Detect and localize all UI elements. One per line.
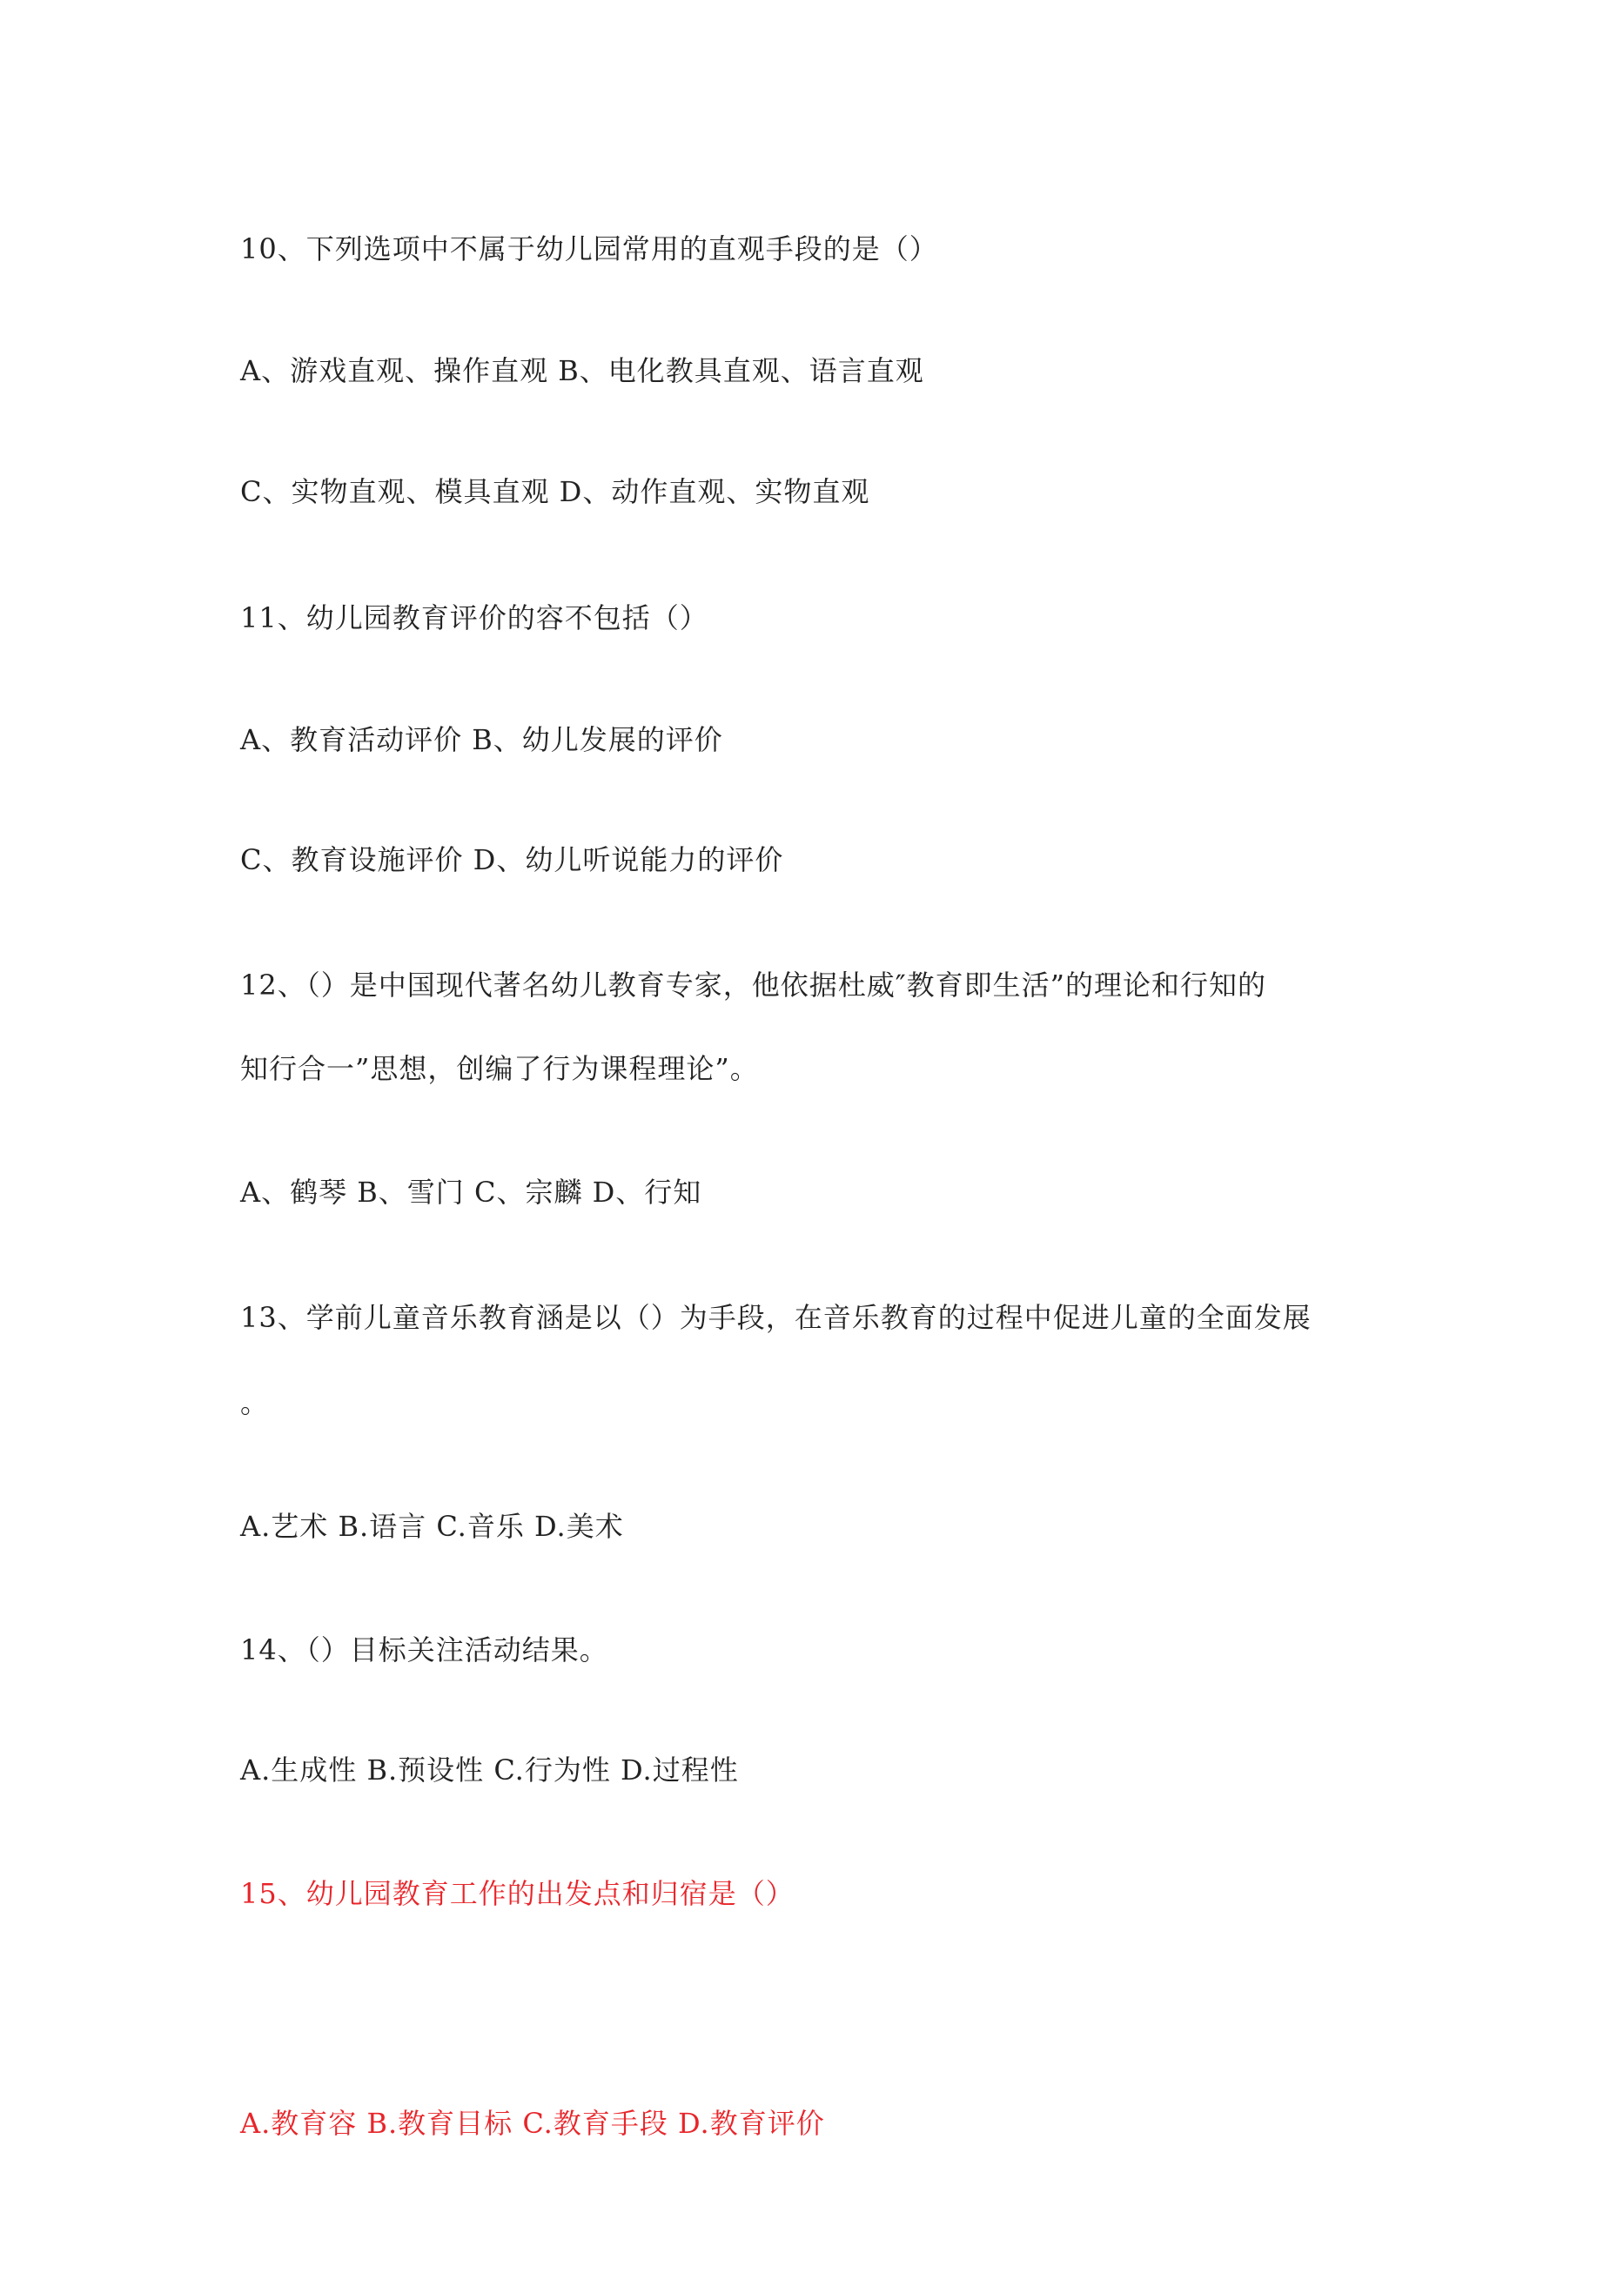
question-11-options-cd: C、教育设施评价 D、幼儿听说能力的评价 xyxy=(240,843,784,876)
question-15-options: A.教育容 B.教育目标 C.教育手段 D.教育评价 xyxy=(240,2107,825,2140)
question-13-stem-line-1: 13、学前儿童音乐教育涵是以（）为手段，在音乐教育的过程中促进儿童的全面发展 xyxy=(240,1301,1312,1334)
question-11-stem: 11、幼儿园教育评价的容不包括（） xyxy=(240,601,708,634)
question-10-stem: 10、下列选项中不属于幼儿园常用的直观手段的是（） xyxy=(240,232,938,265)
question-11-options-ab: A、教育活动评价 B、幼儿发展的评价 xyxy=(240,723,723,756)
question-14-options: A.生成性 B.预设性 C.行为性 D.过程性 xyxy=(240,1753,739,1787)
question-10-options-cd: C、实物直观、模具直观 D、动作直观、实物直观 xyxy=(240,475,870,508)
question-15-stem: 15、幼儿园教育工作的出发点和归宿是（） xyxy=(240,1877,795,1910)
question-12-options: A、鹤琴 B、雪门 C、宗麟 D、行知 xyxy=(240,1176,702,1209)
question-14-stem: 14、（）目标关注活动结果。 xyxy=(240,1633,608,1666)
question-10-options-ab: A、游戏直观、操作直观 B、电化教具直观、语言直观 xyxy=(240,354,924,387)
question-12-stem-line-1: 12、（）是中国现代著名幼儿教育专家，他依据杜威″教育即生活”的理论和行知的 xyxy=(240,969,1267,1002)
question-12-stem-line-2: 知行合一”思想，创编了行为课程理论”。 xyxy=(240,1052,759,1085)
question-13-stem-line-2: 。 xyxy=(240,1386,270,1419)
question-13-options: A.艺术 B.语言 C.音乐 D.美术 xyxy=(240,1510,624,1543)
